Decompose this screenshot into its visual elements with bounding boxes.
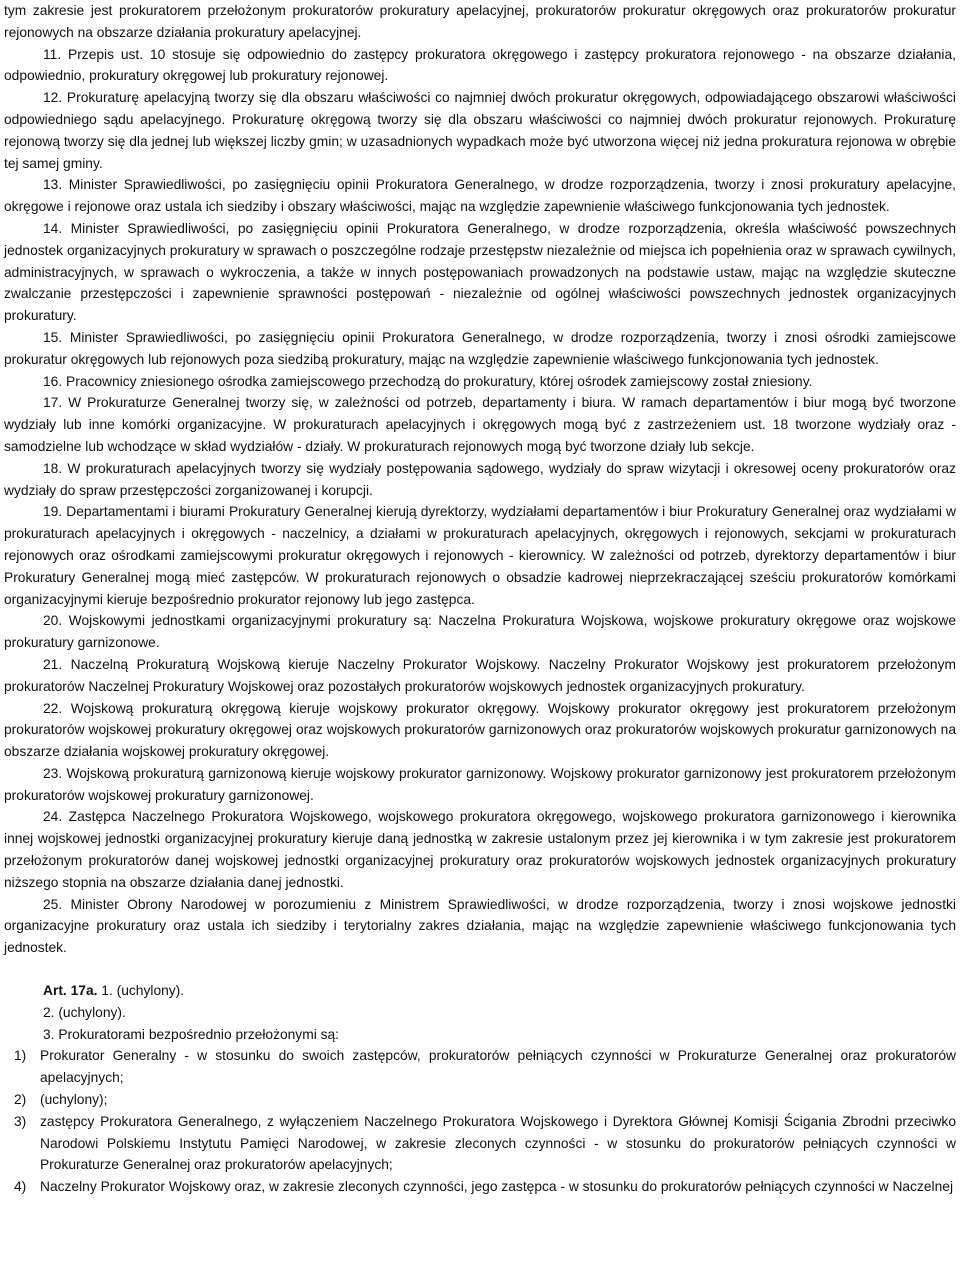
superiors-list <box>4 1045 956 1198</box>
list-item-text: Naczelny Prokurator Wojskowy oraz, w zakresie zleconych czynności, jego zastępca - w stosunku do prokuratorów pełniących czynności w Naczelnej <box>40 1179 954 1195</box>
paragraph-ust-18: 18. W prokuraturach apelacyjnych tworzy się wydziały postępowania sądowego, wydziały do spraw wizytacji i okresowej oceny prokuratorów oraz wydziały do spraw przestępczości zorganizowanej i korupcji. <box>4 460 956 498</box>
list-item-number: 4) <box>14 1179 27 1195</box>
paragraph-ust-20: 20. Wojskowymi jednostkami organizacyjnymi prokuratury są: Naczelna Prokuratura Wojskowa, wojskowe prokuratury okręgowe oraz wojskowe prokuratury garnizonowe. <box>4 613 956 651</box>
paragraph-ust-14: 14. Minister Sprawiedliwości, po zasięgnięciu opinii Prokuratora Generalnego, w drodze rozporządzenia, określa właściwość powszechnych jednostek organizacyjnych prokuratury w sprawach o poszczególne rodzaje przestępstw niezależnie od miejsca ich popełnienia oraz w sprawach cywilnych, administracyjnych, w sprawach o wykroczenia, a także w innych postępowaniach prowadzonych na podstawie ustaw, mając na względzie skuteczne zwalczanie przestępczości i zapewnienie sprawności postępowań - niezależnie od ogólnej właściwości powszechnych jednostek organizacyjnych prokuratury. <box>4 220 956 324</box>
paragraph-ust-25: 25. Minister Obrony Narodowej w porozumieniu z Ministrem Sprawiedliwości, w drodze rozporządzenia, tworzy i znosi wojskowe jednostki organizacyjne prokuratury oraz ustala ich siedziby i terytorialny zakres działania, mając na względzie zapewnienie właściwego funkcjonowania tych jednostek. <box>4 896 956 956</box>
paragraph-ust-17: 17. W Prokuraturze Generalnej tworzy się, w zależności od potrzeb, departamenty i biura. W ramach departamentów i biur mogą być tworzone wydziały lub inne komórki organizacyjne. W prokuraturach apelacyjnych i okręgowych mogą być z zastrzeżeniem ust. 18 tworzone wydziały oraz - samodzielne lub wchodzące w skład wydziałów - działy. W prokuraturach rejonowych mogą być tworzone działy lub sekcje. <box>4 395 956 454</box>
paragraph-ust-16: 16. Pracownicy zniesionego ośrodka zamiejscowego przechodzą do prokuratury, której ośrodek zamiejscowy został zniesiony. <box>43 373 813 389</box>
paragraph-ust-21: 21. Naczelną Prokuraturą Wojskową kieruje Naczelny Prokurator Wojskowy. Naczelny Prokurator Wojskowy jest prokuratorem przełożonym prokuratorów Naczelnej Prokuratury Wojskowej oraz pozostałych prokuratorów wojskowych jednostek organizacyjnych prokuratury. <box>4 656 956 694</box>
list-item <box>4 1111 956 1176</box>
article-ust-3: 3. Prokuratorami bezpośrednio przełożonymi są: <box>43 1026 340 1042</box>
list-item-text: zastępcy Prokuratora Generalnego, z wyłączeniem Naczelnego Prokuratora Wojskowego i Dyrektora Głównej Komisji Ścigania Zbrodni przeciwko Narodowi Polskiemu Instytutu Pamięci Narodowej, w zakresie zleconych czynności - w stosunku do prokuratorów pełniących czynności w Prokuraturze Generalnej oraz prokuratorów apelacyjnych; <box>40 1113 956 1173</box>
paragraph-ust-11: 11. Przepis ust. 10 stosuje się odpowiednio do zastępcy prokuratora okręgowego i zastępcy prokuratora rejonowego - na obszarze działania, odpowiednio, prokuratury okręgowej lub prokuratury rejonowej. <box>4 46 956 84</box>
paragraph-ust-19: 19. Departamentami i biurami Prokuratury Generalnej kierują dyrektorzy, wydziałami departamentów i biur Prokuratury Generalnej oraz wydziałami w prokuraturach apelacyjnych i okręgowych - naczelnicy, a działami w prokuraturach apelacyjnych, okręgowych i rejonowych, sekcjami w prokuraturach rejonowych oraz ośrodkami zamiejscowymi prokuratur okręgowych i rejonowych - kierownicy. W zależności od potrzeb, dyrektorzy departamentów i biur Prokuratury Generalnej mogą mieć zastępców. W prokuraturach rejonowych o obsadzie kadrowej nieprzekraczającej sześciu prokuratorów komórkami organizacyjnymi kieruje bezpośrednio prokurator rejonowy lub jego zastępca. <box>4 504 956 607</box>
paragraph-ust-15: 15. Minister Sprawiedliwości, po zasięgnięciu opinii Prokuratora Generalnego, w drodze rozporządzenia, tworzy i znosi ośrodki zamiejscowe prokuratur okręgowych lub rejonowych poza siedzibą prokuratury, mając na względzie zapewnienie właściwego funkcjonowania tych jednostek. <box>4 329 956 367</box>
article-label: Art. 17a. <box>43 983 98 999</box>
list-item-text: (uchylony); <box>40 1092 108 1108</box>
article-ust-2: 2. (uchylony). <box>43 1004 126 1020</box>
paragraph-ust-12: 12. Prokuraturę apelacyjną tworzy się dla obszaru właściwości co najmniej dwóch prokuratur okręgowych, odpowiadającego obszarowi właściwości odpowiedniego sądu apelacyjnego. Prokuraturę okręgową tworzy się dla obszaru właściwości co najmniej dwóch prokuratur rejonowych. Prokuraturę rejonową tworzy się dla jednej lub większej liczby gmin; w uzasadnionych wypadkach może być utworzona więcej niż jedna prokuratura rejonowa w obrębie tej samej gminy. <box>4 90 956 171</box>
list-item-number: 3) <box>14 1113 27 1129</box>
list-item <box>4 1176 956 1198</box>
list-item-number: 2) <box>14 1092 27 1108</box>
paragraph-ust-13: 13. Minister Sprawiedliwości, po zasięgnięciu opinii Prokuratora Generalnego, w drodze rozporządzenia, tworzy i znosi prokuratury apelacyjne, okręgowe i rejonowe oraz ustala ich siedziby i obszary właściwości, mając na względzie zapewnienie właściwego funkcjonowania tych jednostek. <box>4 177 956 215</box>
list-item <box>4 1045 956 1089</box>
paragraph-ust-23: 23. Wojskową prokuraturą garnizonową kieruje wojskowy prokurator garnizonowy. Wojskowy prokurator garnizonowy jest prokuratorem przełożonym prokuratorów wojskowej prokuratury garnizonowej. <box>4 765 956 803</box>
article-first-line <box>4 980 956 1002</box>
paragraph-ust-22: 22. Wojskową prokuraturą okręgową kieruje wojskowy prokurator okręgowy. Wojskowy prokurator okręgowy jest prokuratorem przełożonym prokuratorów wojskowej prokuratury okręgowej oraz wojskowych prokuratorów garnizonowych oraz prokuratorów wojskowych prokuratur garnizonowych na obszarze działania wojskowej prokuratury okręgowej. <box>4 700 956 760</box>
list-item-text: Prokurator Generalny - w stosunku do swoich zastępców, prokuratorów pełniących czynności w Prokuraturze Generalnej oraz prokuratorów apelacyjnych; <box>40 1048 956 1086</box>
paragraph-continuation: tym zakresie jest prokuratorem przełożonym prokuratorów prokuratury apelacyjnej, prokuratorów prokuratur okręgowych oraz prokuratorów prokuratur rejonowych na obszarze działania prokuratury apelacyjnej. <box>4 3 956 40</box>
article-17a <box>4 980 956 1045</box>
list-item-number: 1) <box>14 1048 27 1064</box>
paragraph-ust-24: 24. Zastępca Naczelnego Prokuratora Wojskowego, wojskowego prokuratora okręgowego, wojskowego prokuratora garnizonowego i kierownika innej wojskowej jednostki organizacyjnej prokuratury kieruje daną jednostką w zakresie ustalonym przez jej kierownika i w tym zakresie jest prokuratorem przełożonym prokuratorów danej wojskowej jednostki organizacyjnej prokuratury oraz prokuratorów wojskowych jednostek organizacyjnych prokuratury niższego stopnia na obszarze działania danej jednostki. <box>4 809 956 890</box>
article-ust-1: 1. (uchylony). <box>101 983 185 999</box>
list-item <box>4 1089 956 1111</box>
